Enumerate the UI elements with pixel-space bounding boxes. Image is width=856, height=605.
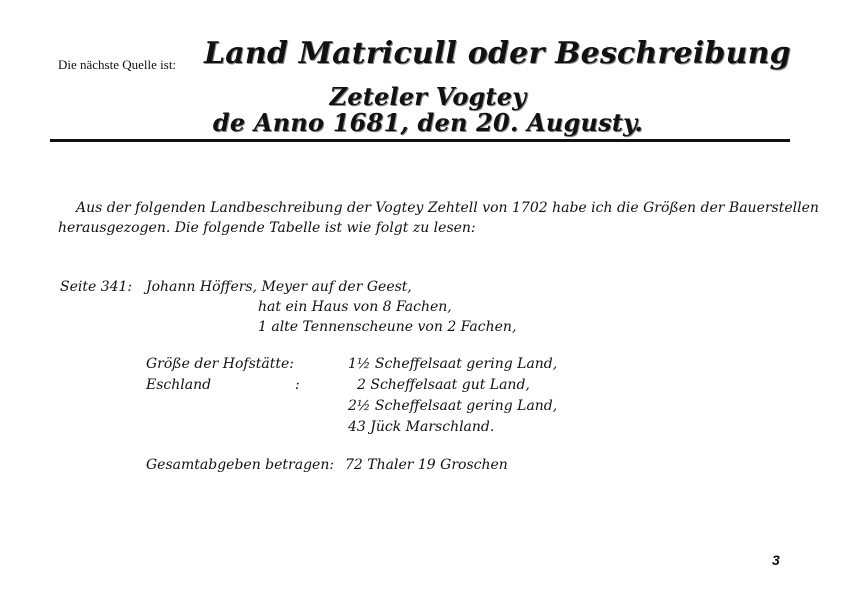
hofstaette-label: Größe der Hofstätte: (146, 356, 295, 372)
intro-line-2: herausgezogen. Die folgende Tabelle ist wie folgt zu lesen: (58, 220, 476, 236)
entry-barn: 1 alte Tennenscheune von 2 Fachen, (258, 319, 517, 335)
size-value: 43 Jück Marschland. (348, 419, 495, 435)
document-subtitle: Zeteler Vogtey (329, 82, 527, 111)
header-divider (50, 139, 790, 142)
document-date: de Anno 1681, den 20. Augusty. (212, 108, 644, 137)
eschland-label: Eschland (146, 377, 212, 393)
size-value: 2 Scheffelsaat gut Land, (357, 377, 530, 393)
entry-owner: Johann Höffers, Meyer auf der Geest, (146, 279, 412, 295)
page-number: 3 (772, 552, 780, 568)
entry-house: hat ein Haus von 8 Fachen, (258, 299, 452, 315)
size-value: 1½ Scheffelsaat gering Land, (348, 356, 558, 372)
size-value: 2½ Scheffelsaat gering Land, (348, 398, 558, 414)
total-label: Gesamtabgeben betragen: (146, 457, 335, 473)
source-prefix: Die nächste Quelle ist: (58, 57, 177, 72)
eschland-colon: : (295, 377, 300, 393)
document-title: Land Matricull oder Beschreibung (204, 36, 791, 71)
entry-page-label: Seite 341: (60, 279, 133, 295)
total-value: 72 Thaler 19 Groschen (345, 457, 508, 473)
intro-line-1: Aus der folgenden Landbeschreibung der Vogtey Zehtell von 1702 habe ich die Größen der Bauerstellen (76, 200, 819, 216)
